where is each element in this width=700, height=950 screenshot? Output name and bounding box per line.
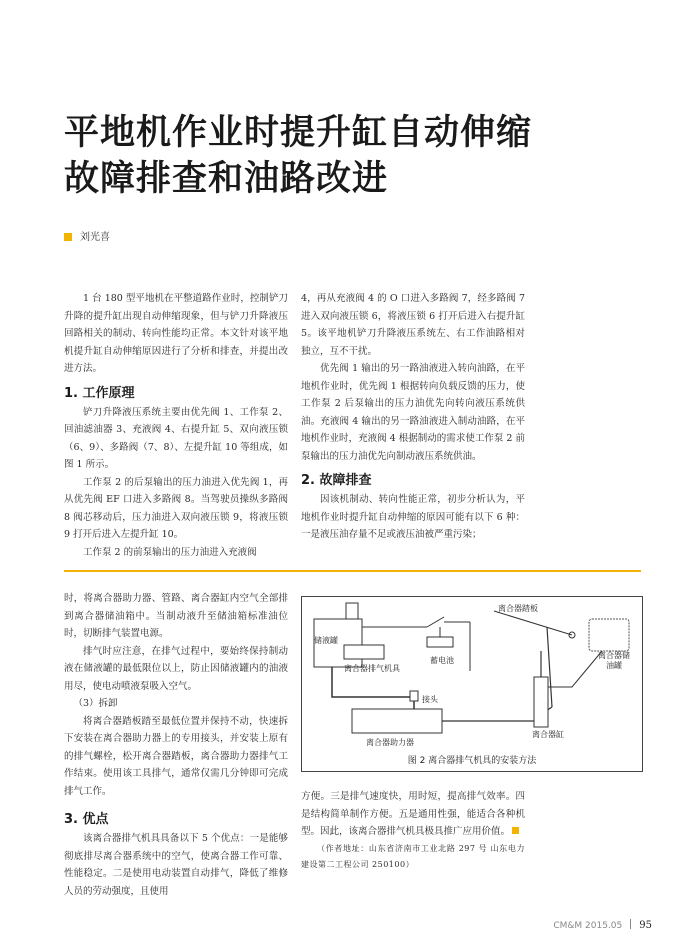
- page-number: 95: [639, 920, 652, 931]
- exhaust-paragraph-1: 时，将离合器助力器、管路、离合器缸内空气全部排到离合器储油箱中。当制动液升至储油箱标准油位时，切断排气装置电源。: [64, 593, 288, 639]
- top-left-column: [64, 290, 288, 561]
- page-footer: [553, 919, 652, 931]
- bottom-left-column: [64, 590, 288, 900]
- reservoir-hose: [548, 651, 602, 687]
- joint-shape: [410, 691, 418, 701]
- principle-paragraph-2: 工作泵 2 的后泵输出的压力油进入优先阀 1，再从优先阀 EF 口进入多路阀 8。当驾驶员操纵多路阀 8 阀芯移动后，压力油进入双向液压锁 9，将液压锁 9 打开后进入左提升缸 10。: [64, 476, 288, 540]
- troubleshooting-paragraph: 因该机制动、转向性能正常，初步分析认为，平地机作业时提升缸自动伸缩的原因可能有以下 6 种：一是液压油存量不足或液压油被严重污染；: [301, 494, 525, 540]
- label-joint: 接头: [422, 695, 438, 704]
- advantages-text: 方便。三是排气速度快，用时短，提高排气效率。四是结构简单制作方便。五是通用性强，能适合各种机型。因此，该离合器排气机具极具推广应用价值。: [301, 791, 525, 837]
- label-pump: 离合器排气机具: [344, 664, 400, 673]
- author-name: 刘光喜: [80, 232, 110, 243]
- reservoir-shape: [589, 619, 629, 651]
- author-line: [64, 228, 110, 243]
- advantages-paragraph: 该离合器排气机具具备以下 5 个优点：一是能够彻底排尽离合器系统中的空气，使离合器工作可靠、性能稳定。二是使用电动装置自动排气，降低了维修人员的劳动强度，且使用: [64, 833, 288, 897]
- clutch-bleeding-diagram: [302, 597, 642, 771]
- label-pedal: 离合器踏板: [498, 604, 538, 613]
- tank-cap-shape: [346, 603, 358, 619]
- removal-paragraph: 将离合器踏板踏至最低位置并保持不动，快速拆下安装在离合器助力器上的专用接头，并安装上原有的排气螺栓，松开离合器踏板，离合器助力器排气工作结束。使用该工具排气，通常仅需几分钟即可完成排气工作。: [64, 715, 288, 797]
- switch-line: [427, 617, 444, 627]
- magazine-issue: CM&M 2015.05: [553, 921, 623, 931]
- article-title: [64, 110, 624, 202]
- subheading-removal: （3）拆卸: [73, 698, 118, 709]
- section-heading-troubleshooting: 2. 故障排查: [301, 473, 372, 488]
- accent-square-icon: [64, 233, 72, 241]
- title-line-1: 平地机作业时提升缸自动伸缩: [64, 113, 533, 153]
- exhaust-paragraph-2: 排气时应注意，在排气过程中，要始终保持制动液在储液罐的最低限位以上，防止因储液罐内的油液用尽，使电动喷液泵吸入空气。: [64, 645, 288, 692]
- label-booster: 离合器助力器: [366, 738, 414, 747]
- label-cylinder: 离合器缸: [532, 730, 564, 739]
- author-address: （作者地址：山东省济南市工业北路 297 号 山东电力建设第二工程公司 250100）: [301, 843, 525, 869]
- principle-paragraph-3: 工作泵 2 的前泵输出的压力油进入充液阀: [83, 546, 257, 558]
- principle-paragraph-4: 4，再从充液阀 4 的 O 口进入多路阀 7，经多路阀 7 进入双向液压锁 6，将液压锁 6 打开后进入右提升缸 5。该平地机铲刀升降液压系统左、右工作油路相对独立，互不干扰。: [301, 293, 525, 357]
- intro-paragraph: 1 台 180 型平地机在平整道路作业时，控制铲刀升降的提升缸出现自动伸缩现象，但与铲刀升降液压回路相关的制动、转向性能均正常。本文针对该平地机提升缸自动伸缩原因进行了分析和排查，并提出改进方法。: [64, 293, 288, 374]
- top-right-column: [301, 290, 525, 544]
- battery-shape: [427, 637, 453, 647]
- figure-2: [301, 596, 643, 772]
- label-battery: 蓄电池: [430, 656, 454, 665]
- end-mark-icon: [512, 827, 519, 834]
- principle-paragraph-5: 优先阀 1 输出的另一路油液进入转向油路，在平地机作业时，优先阀 1 根据转向负载反馈的压力，使工作泵 2 后泵输出的压力油优先向转向液压系统供油。充液阀 4 输出的另一路油液进入制动油路，在平地机作业时，充液阀 4 根据制动的需求使工作泵 2 前泵输出的压力油优先向制动液压系统供油。: [301, 363, 525, 462]
- section-heading-principle: 1. 工作原理: [64, 385, 135, 401]
- booster-shape: [352, 709, 442, 733]
- bottom-right-column: [301, 788, 525, 873]
- title-line-2: 故障排查和油路改进: [64, 159, 389, 199]
- principle-paragraph-1: 铲刀升降液压系统主要由优先阀 1、工作泵 2、回油滤油器 3、充液阀 4、右提升缸 5、双向液压锁（6、9）、多路阀（7、8）、左提升缸 10 等组成，如图 1 所示。: [64, 406, 288, 470]
- footer-divider: [630, 919, 631, 929]
- clutch-cylinder-shape: [534, 677, 548, 727]
- pedal-leader-line: [494, 611, 572, 635]
- section-divider: [64, 570, 641, 572]
- advantages-paragraph-cont: [301, 788, 525, 841]
- label-reservoir: 离合器储油罐: [598, 651, 630, 670]
- label-tank: 储液罐: [314, 636, 338, 645]
- figure-caption: 图 2 离合器排气机具的安装方法: [407, 756, 537, 766]
- bleeder-pump-shape: [344, 645, 384, 659]
- section-heading-advantages: 3. 优点: [64, 812, 109, 827]
